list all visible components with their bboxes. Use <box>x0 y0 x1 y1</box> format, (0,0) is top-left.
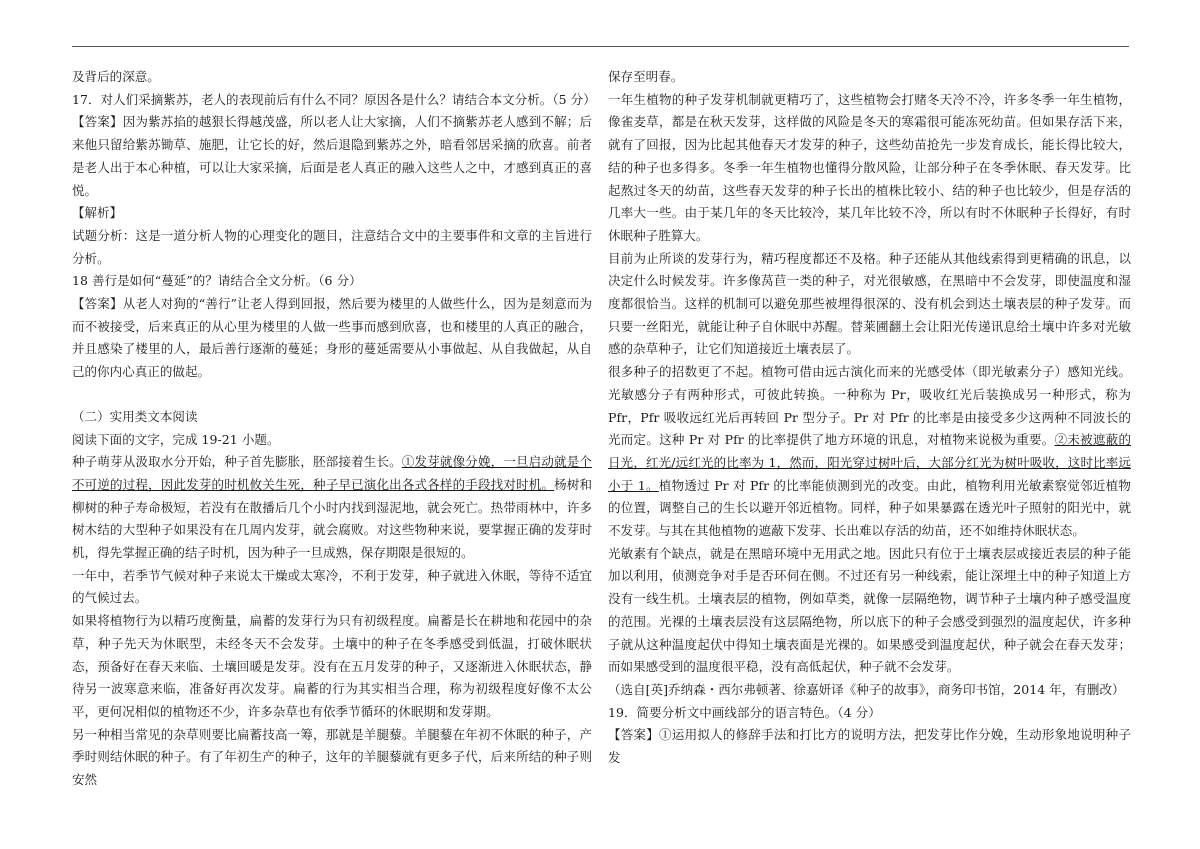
passage-paragraph <box>608 361 1131 543</box>
right-column <box>608 66 1131 770</box>
answer-label: 【答案】 <box>72 114 123 130</box>
answer-text: 因为紫苏掐的越狠长得越茂盛，所以老人让大家摘，人们不摘紫苏老人感到不解；后来他只留给紫苏锄草、施肥，让它长的好，然后退隐到紫苏之外，暗看邻居采摘的欣喜。前者是老人出于本心种植，可以让大家采摘，后面是老人真正的融入这些人之中，才感到真正的喜悦。 <box>72 114 592 198</box>
answer-19 <box>608 724 1131 769</box>
passage-text: 很多种子的招数更了不起。植物可借由远古演化而来的光感受体（即光敏素分子）感知光线。光敏感分子有两种形式，可彼此转换。一种称为 Pr，吸收红光后装换成另一种形式，称为 Pfr，Pfr 吸收远红光后再转回 Pr 型分子。Pr 对 Pfr 的比率是由接受多少这两种不同波长的光而定。这种 Pr 对 Pfr 的比率提供了地方环境的讯息，对植物来说极为重要。 <box>608 364 1131 448</box>
answer-17 <box>72 111 592 202</box>
text-continuation: 及背后的深意。 <box>72 69 160 84</box>
passage-paragraph: 如果将植物行为以精巧度衡量，扁蓄的发芽行为只有初级程度。扁蓄是长在耕地和花园中的杂草，种子先天为休眠型，未经冬天不会发芽。土壤中的种子在冬季感受到低温，打破休眠状态，预备好在春天来临、土壤回暖是发芽。没有在五月发芽的种子，又逐渐进入休眠状态，静待另一波寒意来临，准备好再次发芽。扁蓄的行为其实相当合理，称为初级程度好像不太公平，更何况相似的植物还不少，许多杂草也有依季节循环的休眠期和发芽期。 <box>72 613 592 719</box>
question-17: 17．对人们采摘紫苏，老人的表现前后有什么不同？原因各是什么？请结合本文分析。（5 分） <box>72 91 596 107</box>
passage-paragraph: 光敏素有个缺点，就是在黑暗环境中无用武之地。因此只有位于土壤表层或接近表层的种子能加以利用，侦测竞争对手是否环伺在侧。不过还有另一种线索，能让深埋土中的种子知道上方没有一线生机。土壤表层的植物，例如草类，就像一层隔绝物，调节种子土壤内种子感受温度的范围。光裸的土壤表层没有这层隔绝物，所以底下的种子会感受到强烈的温度起伏，许多种子就从这种温度起伏中得知土壤表面是光裸的。如果感受到温度起伏，种子就会在春天发芽；而如果感受到的温度很平稳，没有高低起伏，种子就不会发芽。 <box>608 545 1131 675</box>
passage-text: 杨树和柳树的种子寿命极短，若没有在散播后几个小时内找到湿泥地，就会死亡。热带雨林中，许多树木结的大型种子如果没有在几周内发芽，就会腐败。对这些物种来说，要掌握正确的发芽时机，得先掌握正确的结子时机，因为种子一旦成熟，保存期限是很短的。 <box>72 476 593 561</box>
passage-paragraph <box>72 451 592 565</box>
underlined-sentence-1: ①发芽就像分娩，一旦启动就是个不可逆的过程，因此发芽的时机攸关生死，种子早已演化出各式各样的手段找对时机。 <box>72 454 592 492</box>
passage-text: 植物透过 Pr 对 Pfr 的比率能侦测到光的改变。由此，植物利用光敏素察觉邻近植物的位置，调整自己的生长以避开邻近植物。同样，种子如果暴露在透光叶子照射的阳光中，就不发芽。与其在其他植物的遮蔽下发芽、长出难以存活的幼苗，还不如维持休眠状态。 <box>608 477 1131 539</box>
analysis-text: 试题分析：这是一道分析人物的心理变化的题目，注意结合文中的主要事件和文章的主旨进行分析。 <box>72 227 592 266</box>
answer-label: 【答案】 <box>608 727 660 743</box>
reading-instruction: 阅读下面的文字，完成 19-21 小题。 <box>72 431 280 447</box>
passage-paragraph: 另一种相当常见的杂草则要比扁蓄技高一筹，那就是羊腿藜。羊腿藜在年初不休眠的种子，产季时则结休眠的种子。有了年初生产的种子，这年的羊腿藜就有更多子代，后来所结的种子则安然 <box>72 726 592 788</box>
passage-paragraph: 目前为止所谈的发芽行为，精巧程度都还不及格。种子还能从其他线索得到更精确的讯息，以决定什么时候发芽。许多像莴苣一类的种子，对光很敏感，在黑暗中不会发芽，即使温度和湿度都很恰当。这样的机制可以避免那些被埋得很深的、没有机会到达土壤表层的种子发芽。而只要一丝阳光，就能让种子自休眠中苏醒。替莱圃翻土会让阳光传递讯息给土壤中许多对光敏感的杂草种子，让它们知道接近土壤表层了。 <box>608 250 1131 357</box>
passage-paragraph: 一年生植物的种子发芽机制就更精巧了，这些植物会打赌冬天冷不冷，许多冬季一年生植物，像雀麦草，都是在秋天发芽，这样做的风险是冬天的寒霜很可能冻死幼苗。但如果存活下来，就有了回报，因为比起其他春天才发芽的种子，这些幼苗抢先一步发育成长，能长得比较大，结的种子也多得多。冬季一年生植物也懂得分散风险，让部分种子在冬季休眠、春天发芽。比起熬过冬天的幼苗，这些春天发芽的种子长出的植株比较小、结的种子也比较少，但是存活的几率大一些。由于某几年的冬天比较冷，某几年比较不冷，所以有时不休眠种子长得好，有时休眠种子胜算大。 <box>608 91 1131 243</box>
answer-text: ①运用拟人的修辞手法和打比方的说明方法，把发芽比作分娩，生动形象地说明种子发 <box>608 727 1131 766</box>
left-column <box>72 66 596 792</box>
passage-continuation: 保存至明春。 <box>608 69 684 84</box>
question-19: 19．简要分析文中画线部分的语言特色。（4 分） <box>608 704 881 720</box>
passage-text: 种子萌芽从汲取水分开始，种子首先膨胀，胚部接着生长。 <box>72 454 402 470</box>
answer-label: 【答案】 <box>72 296 123 312</box>
header-rule <box>72 46 1129 47</box>
section-heading: （二）实用类文本阅读 <box>72 408 198 424</box>
answer-text: 从老人对狗的“善行”让老人得到回报，然后要为楼里的人做些什么，因为是刻意而为而不被接受，后来真正的从心里为楼里的人做一些事而感到欣喜，也和楼里的人真正的融合，并且感染了楼里的人，最后善行逐渐的蔓延；身形的蔓延需要从小事做起、从自我做起，从自己的你内心真正的做起。 <box>72 296 592 380</box>
passage-paragraph: 一年中，若季节气候对种子来说太干燥或太寒冷，不利于发芽，种子就进入休眠，等待不适宜的气候过去。 <box>72 567 592 606</box>
analysis-label: 【解析】 <box>72 205 123 221</box>
question-18: 18 善行是如何“蔓延”的？请结合全文分析。（6 分） <box>72 273 362 289</box>
answer-18 <box>72 293 592 384</box>
underlined-sentence-2: ②未被遮蔽的日光，红光/远红光的比率为 1，然而，阳光穿过树叶后，大部分红光为树叶吸收，这时比率远小于 1。 <box>608 432 1131 493</box>
source-citation: （选自[英]乔纳森・西尔弗顿著、徐嘉妍译《种子的故事》，商务印书馆，2014 年，有删改） <box>608 681 1125 697</box>
